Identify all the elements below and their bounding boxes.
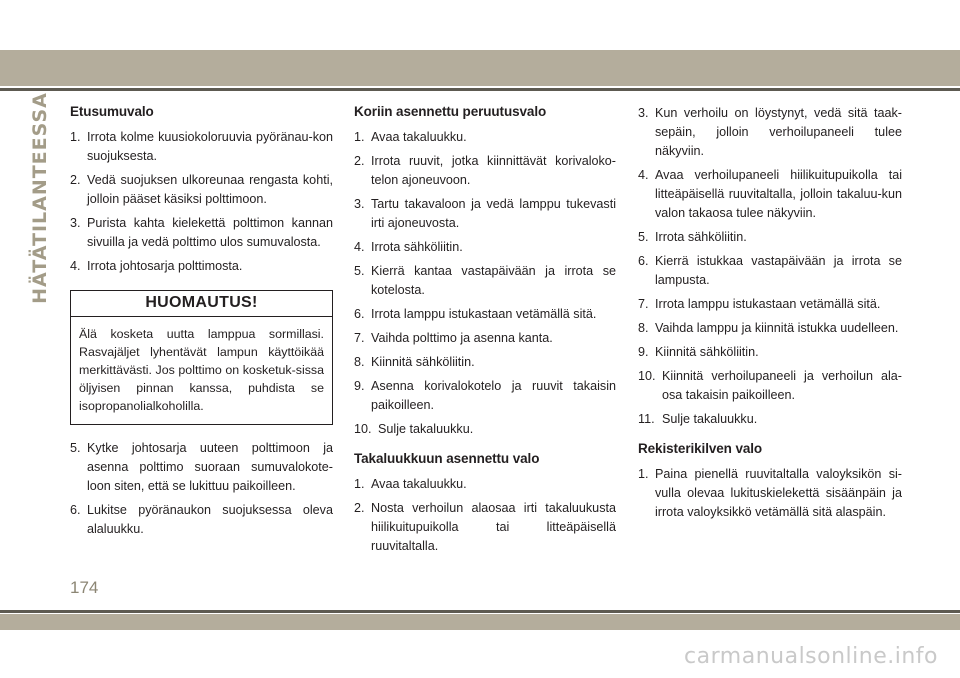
step-item [354,305,616,324]
step-number: 6. [638,254,649,268]
step-text: Irrota ruuvit, jotka kiinnittävät korivaloko-telon ajoneuvoon. [371,154,616,187]
step-item [638,367,902,405]
step-number: 1. [354,130,365,144]
step-item [70,501,333,539]
step-item [354,353,616,372]
step-text: Irrota lamppu istukastaan vetämällä sitä. [371,307,597,321]
step-text: Irrota kolme kuusiokoloruuvia pyöränau-kon suojuksesta. [87,130,333,163]
heading-peruutusvalo: Koriin asennettu peruutusvalo [354,104,547,119]
step-text: Irrota sähköliitin. [371,240,463,254]
step-number: 8. [638,321,649,335]
step-number: 6. [354,307,365,321]
step-number: 11. [638,412,655,426]
step-number: 3. [354,197,365,211]
column-1 [70,104,333,544]
step-item [638,410,902,429]
step-number: 3. [70,216,81,230]
step-number: 7. [638,297,649,311]
step-number: 2. [354,154,365,168]
step-item [354,475,616,494]
header-rule [0,88,960,91]
step-text: Irrota lamppu istukastaan vetämällä sitä. [655,297,881,311]
step-number: 6. [70,503,81,517]
column-3 [638,104,902,527]
section-side-tab-label: HÄTÄTILANTEESSA [29,92,51,304]
step-text: Purista kahta kielekettä polttimon kannan sivuilla ja vedä polttimo ulos sumuvalosta. [87,216,333,249]
steps-list [70,128,333,276]
step-item [354,262,616,300]
step-text: Kiinnitä sähköliitin. [655,345,759,359]
step-text: Tartu takavaloon ja vedä lamppu tukevasti irti ajoneuvosta. [371,197,616,230]
step-item [354,329,616,348]
steps-list [638,104,902,429]
step-text: Kierrä kantaa vastapäivään ja irrota se kotelosta. [371,264,616,297]
footer-rule [0,610,960,613]
step-text: Avaa takaluukku. [371,130,467,144]
step-number: 2. [70,173,81,187]
step-item [638,228,902,247]
notice-body: Älä kosketa uutta lamppua sormillasi. Rasvajäljet lyhentävät lampun käyttöikää merkittävästi. Jos polttimo on kosketuk-sissa öljyisen pinnan kanssa, puhdista se isopropanolialkoholilla. [79,327,324,413]
heading-rekisterikilven-valo: Rekisterikilven valo [638,441,763,456]
step-text: Kierrä istukkaa vastapäivään ja irrota se lampusta. [655,254,902,287]
step-number: 8. [354,355,365,369]
step-number: 5. [70,441,81,455]
step-number: 7. [354,331,365,345]
step-text: Asenna korivalokotelo ja ruuvit takaisin paikoilleen. [371,379,616,412]
step-item [70,128,333,166]
step-number: 9. [638,345,649,359]
step-item [70,171,333,209]
step-number: 1. [638,467,649,481]
step-item [354,377,616,415]
step-number: 1. [70,130,81,144]
step-text: Kiinnitä sähköliitin. [371,355,475,369]
step-text: Vaihda polttimo ja asenna kanta. [371,331,553,345]
steps-list [70,439,333,539]
notice-title: HUOMAUTUS! [71,291,332,317]
step-number: 9. [354,379,365,393]
step-number: 5. [354,264,365,278]
step-number: 10. [638,369,656,383]
step-item [638,295,902,314]
steps-list [354,475,616,556]
step-text: Nosta verhoilun alaosaa irti takaluukusta hiilikuitupuikolla tai litteäpäisellä ruuvitaltalla. [371,501,616,553]
steps-list [354,128,616,439]
step-item [70,214,333,252]
step-item [638,252,902,290]
step-number: 1. [354,477,365,491]
heading-takaluukkuvalo: Takaluukkuun asennettu valo [354,451,540,466]
step-number: 4. [638,168,649,182]
step-item [70,257,333,276]
step-item [354,499,616,556]
step-item [638,319,902,338]
step-item [354,238,616,257]
step-text: Kiinnitä verhoilupaneeli ja verhoilun ala-osa takaisin paikoilleen. [662,369,902,402]
step-text: Kun verhoilu on löystynyt, vedä sitä taak-sepäin, jolloin verhoilupaneeli tulee näkyviin. [655,106,902,158]
step-text: Sulje takaluukku. [662,412,758,426]
heading-etusumuvalo: Etusumuvalo [70,104,154,119]
step-text: Irrota johtosarja polttimosta. [87,259,243,273]
step-text: Vaihda lamppu ja kiinnitä istukka uudelleen. [655,321,899,335]
step-item [354,128,616,147]
step-number: 10. [354,422,372,436]
step-item [354,420,616,439]
step-item [638,166,902,223]
step-number: 4. [70,259,81,273]
step-number: 2. [354,501,365,515]
step-item [638,104,902,161]
step-item [354,195,616,233]
step-item [638,343,902,362]
page-number: 174 [70,578,99,597]
step-number: 3. [638,106,649,120]
step-text: Paina pienellä ruuvitaltalla valoyksikön si-vulla olevaa lukituskielekettä sisäänpäin ja irrota valoyksikkö vetämällä sitä alaspäin. [655,467,902,519]
column-2 [354,104,616,561]
step-number: 4. [354,240,365,254]
step-item [354,152,616,190]
watermark: carmanualsonline.info [684,644,938,669]
notice-box [70,290,333,425]
step-item [70,439,333,496]
step-text: Irrota sähköliitin. [655,230,747,244]
step-text: Avaa verhoilupaneeli hiilikuitupuikolla tai litteäpäisellä ruuvitaltalla, jolloin takaluu-kun valon takaosa tulee näkyviin. [655,168,902,220]
footer-band [0,614,960,630]
header-band [0,50,960,86]
step-text: Sulje takaluukku. [378,422,474,436]
step-number: 5. [638,230,649,244]
step-text: Lukitse pyöränaukon suojuksessa oleva alaluukku. [87,503,333,536]
section-side-tab [28,92,52,304]
steps-list [638,465,902,522]
step-text: Avaa takaluukku. [371,477,467,491]
step-item [638,465,902,522]
step-text: Vedä suojuksen ulkoreunaa rengasta kohti, jolloin pääset käsiksi polttimoon. [87,173,333,206]
step-text: Kytke johtosarja uuteen polttimoon ja asenna polttimo suoraan sumuvalokote-loon siten, että se lukittuu paikoilleen. [87,441,333,493]
